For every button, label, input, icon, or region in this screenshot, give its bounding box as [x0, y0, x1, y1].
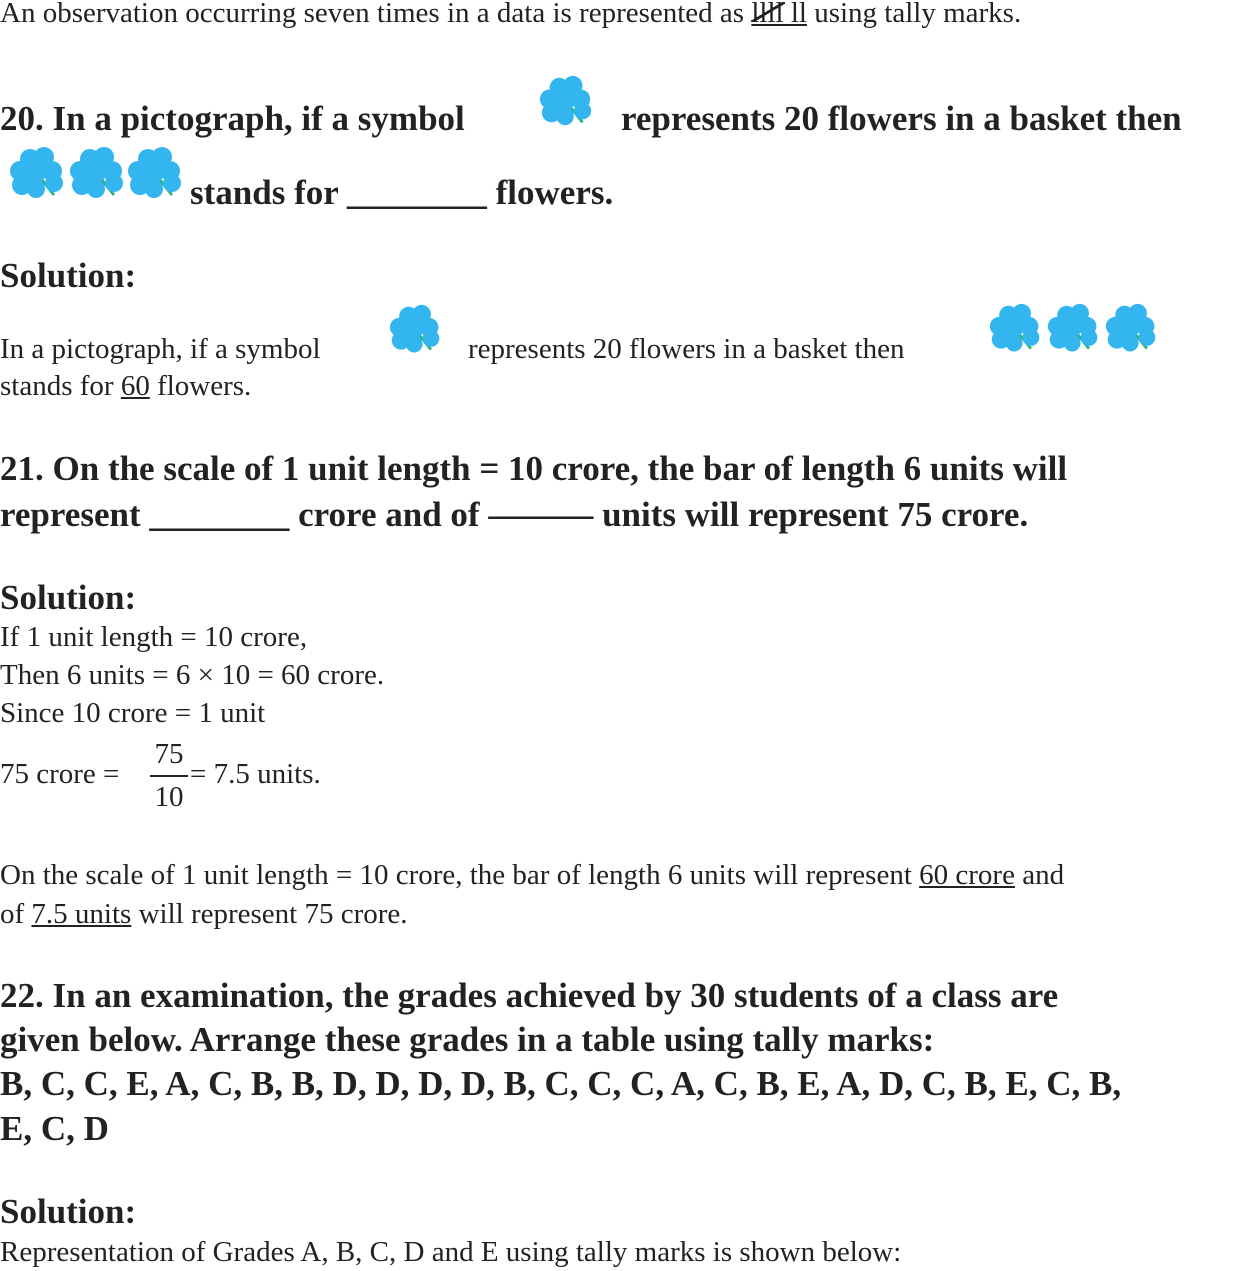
q21-line-2: represent ________ crore and of ——— units will represent 75 crore.: [0, 495, 1029, 534]
denominator: 10: [154, 781, 184, 813]
sol20-text-1: In a pictograph, if a symbol: [0, 333, 321, 365]
text: and: [1014, 859, 1065, 891]
q20-text-2: represents 20 flowers in a basket then: [621, 99, 1182, 138]
sol21-para-2: [0, 900, 408, 929]
sol21-line-3: Since 10 crore = 1 unit: [0, 697, 266, 729]
q22-line-2: given below. Arrange these grades in a table using tally marks:: [0, 1020, 935, 1059]
clover-icon: [388, 303, 444, 359]
solution-heading: Solution:: [0, 578, 137, 617]
sol21-frac-result: = 7.5 units.: [190, 758, 321, 790]
clover-icon: [1046, 302, 1102, 358]
fraction-bar: [150, 775, 188, 777]
intro-text: An observation occurring seven times in a data is represented as: [0, 0, 752, 29]
clover-icon: [126, 145, 186, 205]
solution-heading: Solution:: [0, 1192, 137, 1231]
tally-text: llll ll: [751, 0, 807, 29]
sol20-answer: 60: [120, 370, 150, 402]
q22-grades-1: B, C, C, E, A, C, B, B, D, D, D, D, B, C, C, C, A, C, B, E, A, D, C, B, E, C, B,: [0, 1064, 1122, 1103]
text: will represent 75 crore.: [131, 898, 408, 930]
answer-1: 60 crore: [919, 859, 1015, 891]
sol20-text: stands for: [0, 370, 121, 402]
sol21-para-1: [0, 861, 1064, 890]
clover-icon: [1104, 302, 1160, 358]
sol20-text-2: represents 20 flowers in a basket then: [468, 333, 905, 365]
q21-line-1: 21. On the scale of 1 unit length = 10 crore, the bar of length 6 units will: [0, 449, 1068, 488]
sol20-text-end: flowers.: [149, 370, 252, 402]
numerator: 75: [154, 738, 184, 770]
text: of: [0, 898, 32, 930]
sol21-frac-label: 75 crore =: [0, 758, 120, 790]
intro-text-end: using tally marks.: [806, 0, 1022, 29]
fraction: [150, 738, 188, 814]
clover-icon: [988, 302, 1044, 358]
intro-line: [0, 0, 1021, 28]
answer-2: 7.5 units: [31, 898, 132, 930]
clover-icon: [538, 74, 596, 132]
sol21-line-1: If 1 unit length = 10 crore,: [0, 621, 308, 653]
text: On the scale of 1 unit length = 10 crore, the bar of length 6 units will represent: [0, 859, 920, 891]
sol21-line-2: Then 6 units = 6 × 10 = 60 crore.: [0, 659, 385, 691]
q20-text-1: 20. In a pictograph, if a symbol: [0, 99, 465, 138]
clover-icon: [8, 145, 68, 205]
sol22-line-1: Representation of Grades A, B, C, D and E using tally marks is shown below:: [0, 1236, 902, 1268]
q22-grades-2: E, C, D: [0, 1109, 109, 1148]
q22-line-1: 22. In an examination, the grades achieved by 30 students of a class are: [0, 976, 1059, 1015]
sol20-line-2: [0, 372, 251, 401]
clover-icon: [68, 145, 128, 205]
q20-text-3: stands for ________ flowers.: [190, 173, 614, 212]
solution-heading: Solution:: [0, 256, 137, 295]
